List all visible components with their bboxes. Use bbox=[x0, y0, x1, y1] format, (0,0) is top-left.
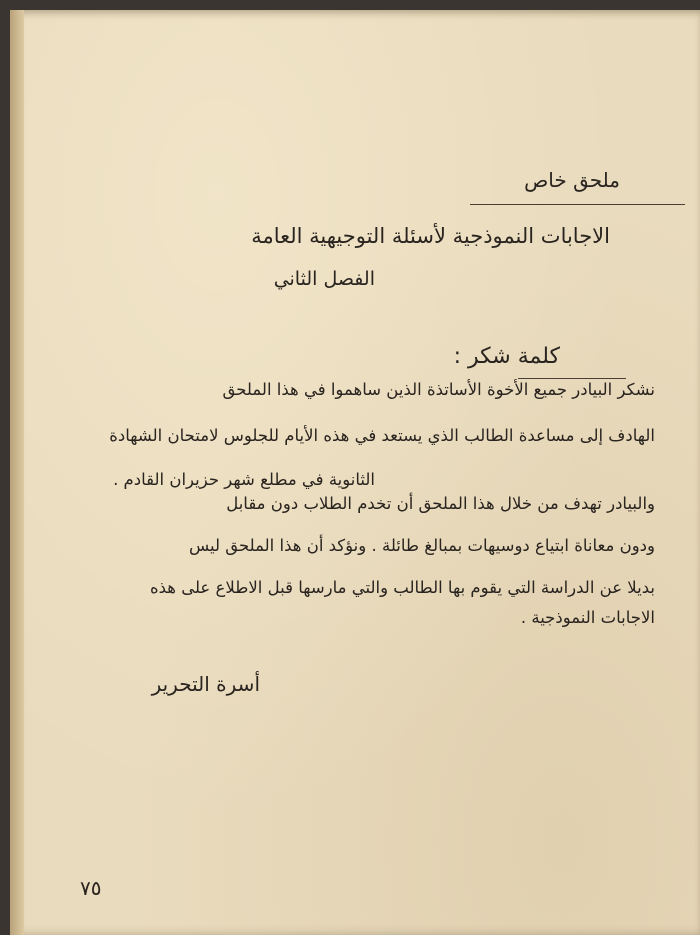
signature: أسرة التحرير bbox=[151, 672, 260, 696]
body-line: الثانوية في مطلع شهر حزيران القادم . bbox=[113, 470, 375, 489]
body-line: نشكر البيادر جميع الأخوة الأساتذة الذين ساهموا في هذا الملحق bbox=[222, 380, 655, 399]
document-page bbox=[10, 10, 700, 935]
body-line: بديلا عن الدراسة التي يقوم بها الطالب والتي مارسها قبل الاطلاع على هذه bbox=[149, 578, 655, 597]
appendix-title: ملحق خاص bbox=[524, 168, 620, 192]
semester-label: الفصل الثاني bbox=[273, 268, 375, 290]
binding-edge bbox=[10, 10, 24, 935]
body-line: ودون معاناة ابتياع دوسيهات بمبالغ طائلة . ونؤكد أن هذا الملحق ليس bbox=[188, 536, 655, 555]
thanks-heading: كلمة شكر : bbox=[453, 344, 560, 369]
thanks-underline bbox=[518, 378, 626, 379]
main-heading: الاجابات النموذجية لأسئلة التوجيهية العامة bbox=[251, 224, 610, 248]
body-line: الاجابات النموذجية . bbox=[520, 608, 655, 627]
title-underline bbox=[470, 204, 685, 205]
body-line: الهادف إلى مساعدة الطالب الذي يستعد في هذه الأيام للجلوس لامتحان الشهادة bbox=[109, 426, 655, 445]
page-number: ٧٥ bbox=[80, 876, 102, 900]
body-line: والبيادر تهدف من خلال هذا الملحق أن تخدم الطلاب دون مقابل bbox=[226, 494, 655, 513]
